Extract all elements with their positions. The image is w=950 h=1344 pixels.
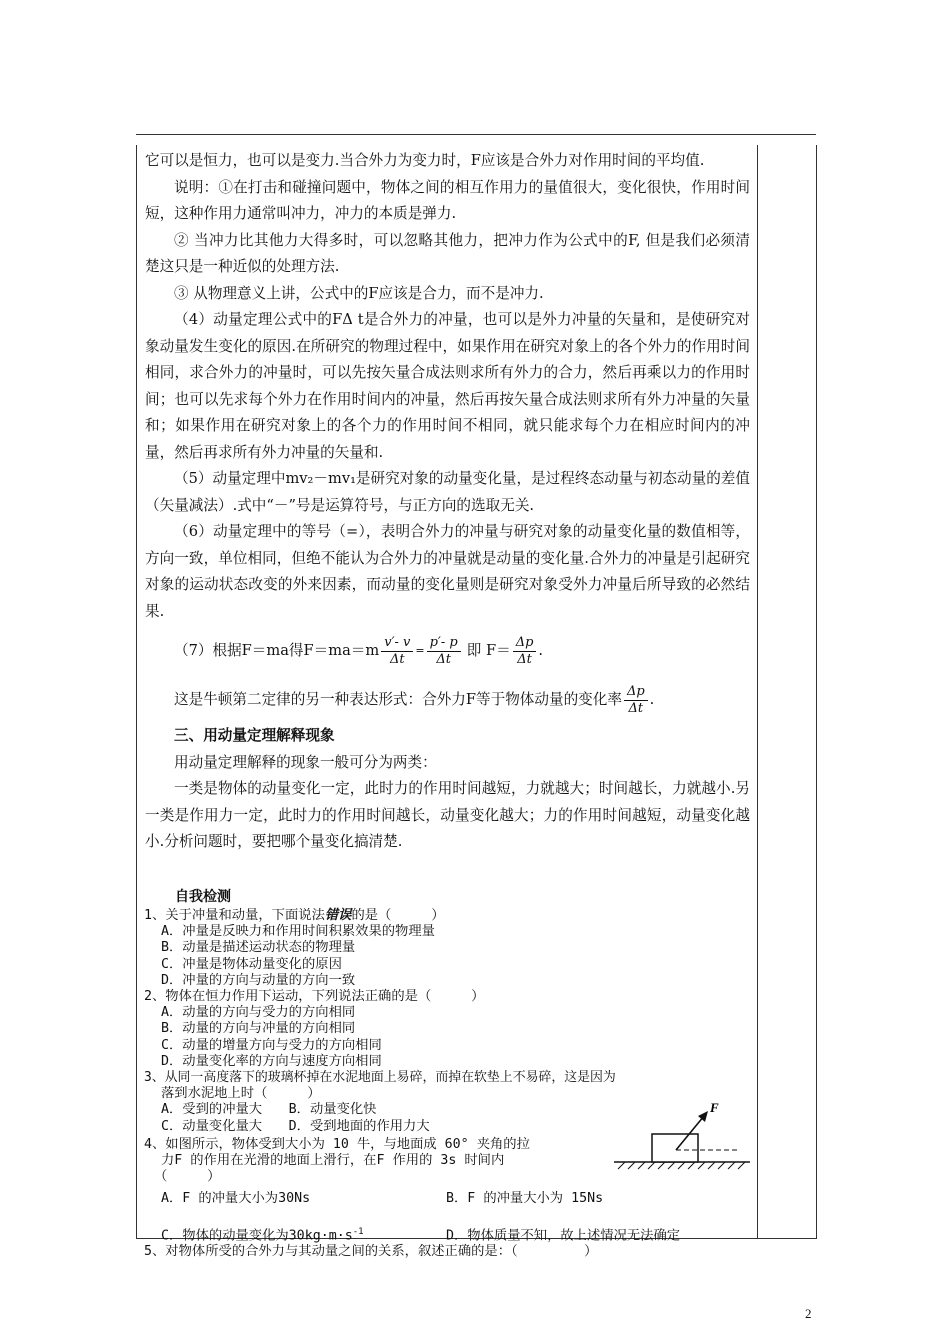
newton-law-text: 这是牛顿第二定律的另一种表达形式：合外力F等于物体动量的变化率 <box>174 690 622 708</box>
formula-7-prefix: （7）根据F＝ma得F＝ma＝m <box>174 641 380 659</box>
question-4-options-ab <box>144 1191 754 1207</box>
block <box>652 1134 698 1162</box>
fraction-dp-dt-den: Δt <box>517 651 532 667</box>
section-3-paragraph-2: 一类是物体的动量变化一定，此时力的作用时间越短，力就越大；时间越长，力就越小.另一类是作用力一定，此时力的作用时间越长，动量变化越大；力的作用时间越短，动量变化越小.分析问题时，要把哪个量变化搞清楚. <box>145 780 750 850</box>
force-label: F <box>710 1100 719 1115</box>
question-5: 5、对物体所受的合外力与其动量之间的关系，叙述正确的是：（ ） <box>144 1244 598 1260</box>
question-3: 3、从同一高度落下的玻璃杯掉在水泥地面上易碎，而掉在软垫上不易碎，这是因为 <box>144 1070 616 1086</box>
block-force-diagram <box>612 1100 752 1170</box>
question-4: 4、如图所示，物体受到大小为 10 牛，与地面成 60° 夹角的拉 <box>144 1136 530 1152</box>
fraction-dp-dt-num: Δp <box>513 635 537 652</box>
fraction-momentum-num: p′- p <box>427 635 461 652</box>
question-1-emphasis: 错误 <box>324 908 352 923</box>
question-1-option-a: A．冲量是反映力和作用时间积累效果的物理量 <box>161 924 435 940</box>
question-4-bracket: （ ） <box>154 1169 221 1185</box>
fraction-velocity-num: v′- v <box>381 635 413 652</box>
fraction-momentum-den: Δt <box>436 651 451 667</box>
fraction-velocity <box>381 635 413 668</box>
question-2-option-a: A．动量的方向与受力的方向相同 <box>161 1005 356 1021</box>
question-4-continued: 力F 的作用在光滑的地面上滑行，在F 作用的 3s 时间内 <box>161 1153 505 1169</box>
fraction-dp-dt <box>513 635 537 668</box>
page-number: 2 <box>805 1306 812 1321</box>
question-1-option-b: B．动量是描述运动状态的物理量 <box>161 940 356 956</box>
question-3-options-ab: A．受到的冲量大 B．动量变化快 <box>161 1102 377 1118</box>
question-4-options-cd <box>144 1224 754 1245</box>
formula-7-mid: 即 F＝ <box>466 641 511 659</box>
ground-hatching <box>618 1162 745 1169</box>
question-2: 2、物体在恒力作用下运动，下列说法正确的是（ ） <box>144 989 485 1005</box>
fraction-velocity-den: Δt <box>389 651 405 667</box>
question-1-text: 1、关于冲量和动量，下面说法 <box>144 908 325 923</box>
question-1 <box>144 908 754 924</box>
formula-7-eq: = <box>415 643 425 657</box>
question-4-option-a: A．F 的冲量大小为30Ns <box>161 1191 311 1207</box>
paragraph-5: （4）动量定理公式中的FΔ t是合外力的冲量，也可以是外力冲量的矢量和，是使研究对象动量发生变化的原因.在所研究的物理过程中，如果作用在研究对象上的各个外力的作用时间相同，求合外力的冲量时，可以先按矢量合成法则求所有外力的合力，然后再乘以力的作用时间；也可以先求每个外力在作用时间内的冲量，然后再按矢量合成法则求所有外力冲量的矢量和；如果作用在研究对象上的各个力的作用时间不相同，就只能求每个力在相应时间内的冲量，然后再求所有外力冲量的矢量和. <box>145 311 750 461</box>
paragraph-3: ② 当冲力比其他力大得多时，可以忽略其他力，把冲力作为公式中的F, 但是我们必须清楚这只是一种近似的处理方法. <box>145 231 750 275</box>
fraction-rate <box>624 684 648 717</box>
paragraph-6: （5）动量定理中mv₂－mv₁是研究对象的动量变化量，是过程终态动量与初态动量的差值（矢量减法）.式中“－”号是运算符号，与正方向的选取无关. <box>145 470 750 514</box>
header-rule <box>136 134 816 135</box>
self-test <box>144 888 754 1260</box>
question-1-tail: 的是（ ） <box>351 908 445 923</box>
question-3-options-cd: C．动量变化量大 D．受到地面的作用力大 <box>161 1118 430 1134</box>
question-4-option-b: B．F 的冲量大小为 15Ns <box>446 1191 604 1207</box>
question-2-option-b: B．动量的方向与冲量的方向相同 <box>161 1021 356 1037</box>
question-4-option-c-text: C．物体的动量变化为30kg·m·s <box>161 1228 353 1244</box>
formula-7 <box>145 625 750 677</box>
section-3-title: 三、用动量定理解释现象 <box>174 727 335 744</box>
question-2-option-d: D．动量变化率的方向与速度方向相同 <box>161 1053 382 1069</box>
question-4-option-c <box>161 1224 446 1245</box>
question-4-option-c-exponent: -1 <box>352 1226 364 1237</box>
self-test-heading: 自我检测 <box>175 889 231 905</box>
fraction-rate-den: Δt <box>628 700 644 716</box>
table-frame-right-cell <box>756 145 817 1239</box>
paragraph-1: 它可以是恒力，也可以是变力.当合外力为变力时，F应该是合外力对作用时间的平均值. <box>145 152 705 169</box>
main-text <box>145 148 750 856</box>
paragraph-4: ③ 从物理意义上讲，公式中的F应该是合力，而不是冲力. <box>174 284 544 302</box>
question-2-option-c: C．动量的增量方向与受力的方向相同 <box>161 1037 382 1053</box>
newton-law-end: . <box>649 690 655 708</box>
paragraph-2: 说明：①在打击和碰撞问题中，物体之间的相互作用力的量值很大，变化很快，作用时间短，这种作用力通常叫冲力，冲力的本质是弹力. <box>145 178 750 222</box>
newton-law-line <box>145 677 750 723</box>
paragraph-7: （6）动量定理中的等号（=），表明合外力的冲量与研究对象的动量变化量的数值相等，方向一致，单位相同，但绝不能认为合外力的冲量就是动量的变化量.合外力的冲量是引起研究对象的运动状态改变的外来因素，而动量的变化量则是研究对象受外力冲量后所导致的必然结果. <box>145 523 750 620</box>
question-4-option-d: D．物体质量不知，故上述情况无法确定 <box>446 1228 681 1244</box>
fraction-momentum <box>427 635 461 668</box>
fraction-rate-num: Δp <box>624 684 648 701</box>
question-1-option-c: C．冲量是物体动量变化的原因 <box>161 956 342 972</box>
question-3-continued: 落到水泥地上时（ ） <box>161 1086 321 1102</box>
question-1-option-d: D．冲量的方向与动量的方向一致 <box>161 972 356 988</box>
section-3-paragraph-1: 用动量定理解释的现象一般可分为两类： <box>174 753 437 771</box>
formula-7-end: . <box>538 641 544 659</box>
